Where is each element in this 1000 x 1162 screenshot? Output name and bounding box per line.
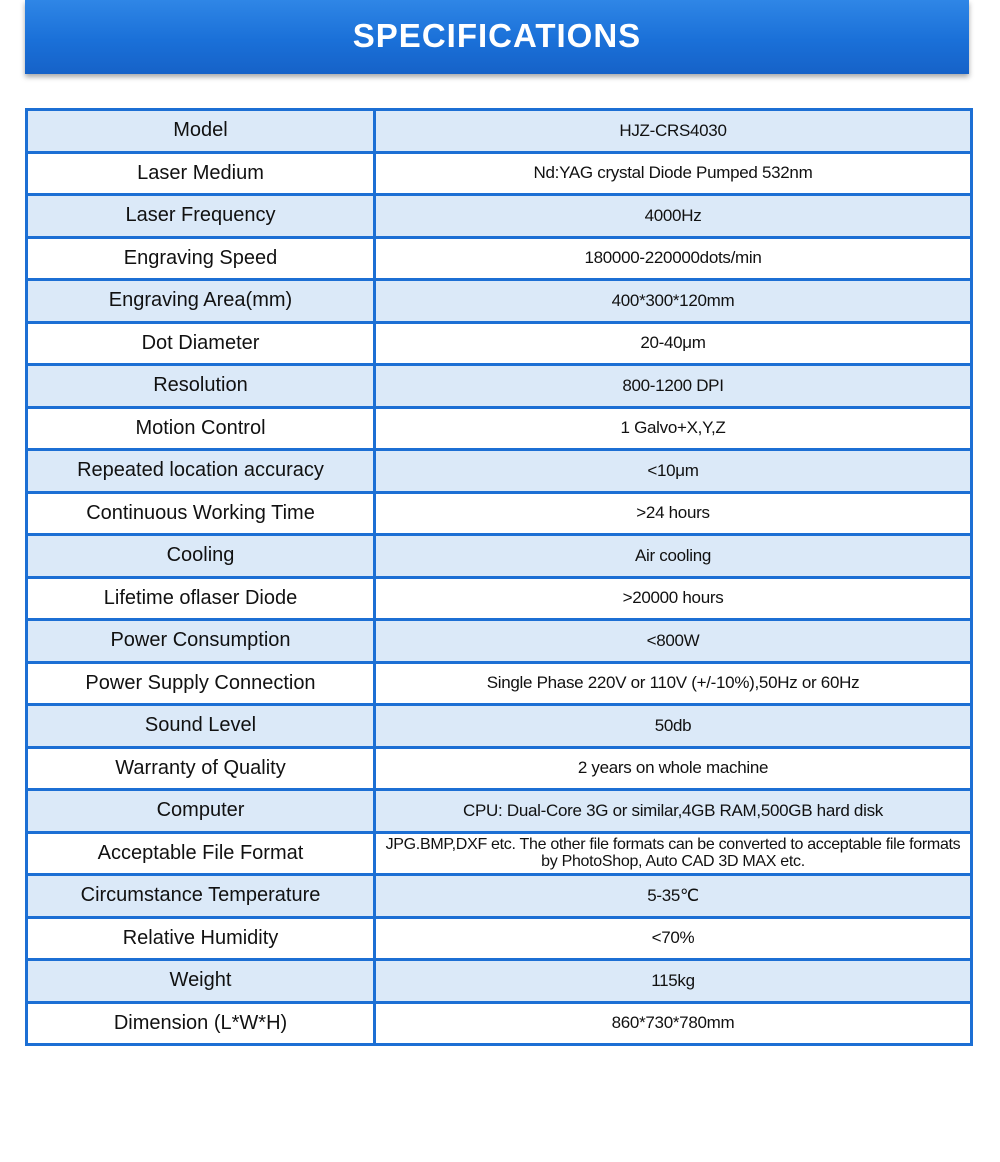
table-row: [27, 577, 972, 620]
table-row: [27, 917, 972, 960]
spec-label: Continuous Working Time: [27, 492, 375, 535]
table-row: [27, 1002, 972, 1045]
spec-label: Engraving Area(mm): [27, 280, 375, 323]
table-row: [27, 407, 972, 450]
table-row: [27, 960, 972, 1003]
spec-label: Power Supply Connection: [27, 662, 375, 705]
spec-value: 5-35℃: [375, 875, 972, 918]
spec-label: Weight: [27, 960, 375, 1003]
spec-label: Cooling: [27, 535, 375, 578]
spec-value: Air cooling: [375, 535, 972, 578]
spec-label: Repeated location accuracy: [27, 450, 375, 493]
specifications-table-body: [27, 110, 972, 1045]
spec-value: >20000 hours: [375, 577, 972, 620]
specifications-banner: [25, 0, 969, 74]
table-row: [27, 620, 972, 663]
page-title: SPECIFICATIONS: [352, 17, 642, 54]
spec-label: Dimension (L*W*H): [27, 1002, 375, 1045]
table-row: [27, 110, 972, 153]
table-row: [27, 832, 972, 875]
spec-value: 180000-220000dots/min: [375, 237, 972, 280]
spec-value: <800W: [375, 620, 972, 663]
spec-value: <70%: [375, 917, 972, 960]
spec-value: Single Phase 220V or 110V (+/-10%),50Hz or 60Hz: [375, 662, 972, 705]
spec-value: 4000Hz: [375, 195, 972, 238]
spec-label: Computer: [27, 790, 375, 833]
spec-value: 50db: [375, 705, 972, 748]
table-row: [27, 492, 972, 535]
table-row: [27, 152, 972, 195]
spec-label: Laser Medium: [27, 152, 375, 195]
spec-label: Power Consumption: [27, 620, 375, 663]
spec-value: 20-40μm: [375, 322, 972, 365]
spec-label: Model: [27, 110, 375, 153]
spec-value: 400*300*120mm: [375, 280, 972, 323]
table-row: [27, 790, 972, 833]
table-row: [27, 450, 972, 493]
table-row: [27, 535, 972, 578]
spec-value: 1 Galvo+X,Y,Z: [375, 407, 972, 450]
table-row: [27, 322, 972, 365]
spec-label: Resolution: [27, 365, 375, 408]
spec-label: Sound Level: [27, 705, 375, 748]
table-row: [27, 747, 972, 790]
table-row: [27, 280, 972, 323]
table-row: [27, 237, 972, 280]
spec-label: Lifetime oflaser Diode: [27, 577, 375, 620]
spec-label: Engraving Speed: [27, 237, 375, 280]
table-row: [27, 195, 972, 238]
spec-label: Warranty of Quality: [27, 747, 375, 790]
spec-label: Relative Humidity: [27, 917, 375, 960]
table-row: [27, 875, 972, 918]
spec-label: Dot Diameter: [27, 322, 375, 365]
spec-label: Acceptable File Format: [27, 832, 375, 875]
spec-value: CPU: Dual-Core 3G or similar,4GB RAM,500GB hard disk: [375, 790, 972, 833]
spec-value: 115kg: [375, 960, 972, 1003]
spec-value: Nd:YAG crystal Diode Pumped 532nm: [375, 152, 972, 195]
specifications-table: [25, 108, 973, 1046]
spec-label: Laser Frequency: [27, 195, 375, 238]
spec-label: Circumstance Temperature: [27, 875, 375, 918]
spec-value: 800-1200 DPI: [375, 365, 972, 408]
spec-value: JPG.BMP,DXF etc. The other file formats can be converted to acceptable file formats by PhotoShop, Auto CAD 3D MAX etc.: [375, 832, 972, 875]
spec-value: >24 hours: [375, 492, 972, 535]
spec-value: 2 years on whole machine: [375, 747, 972, 790]
spec-label: Motion Control: [27, 407, 375, 450]
spec-value: <10μm: [375, 450, 972, 493]
spec-value: HJZ-CRS4030: [375, 110, 972, 153]
spec-value: 860*730*780mm: [375, 1002, 972, 1045]
table-row: [27, 662, 972, 705]
table-row: [27, 705, 972, 748]
table-row: [27, 365, 972, 408]
